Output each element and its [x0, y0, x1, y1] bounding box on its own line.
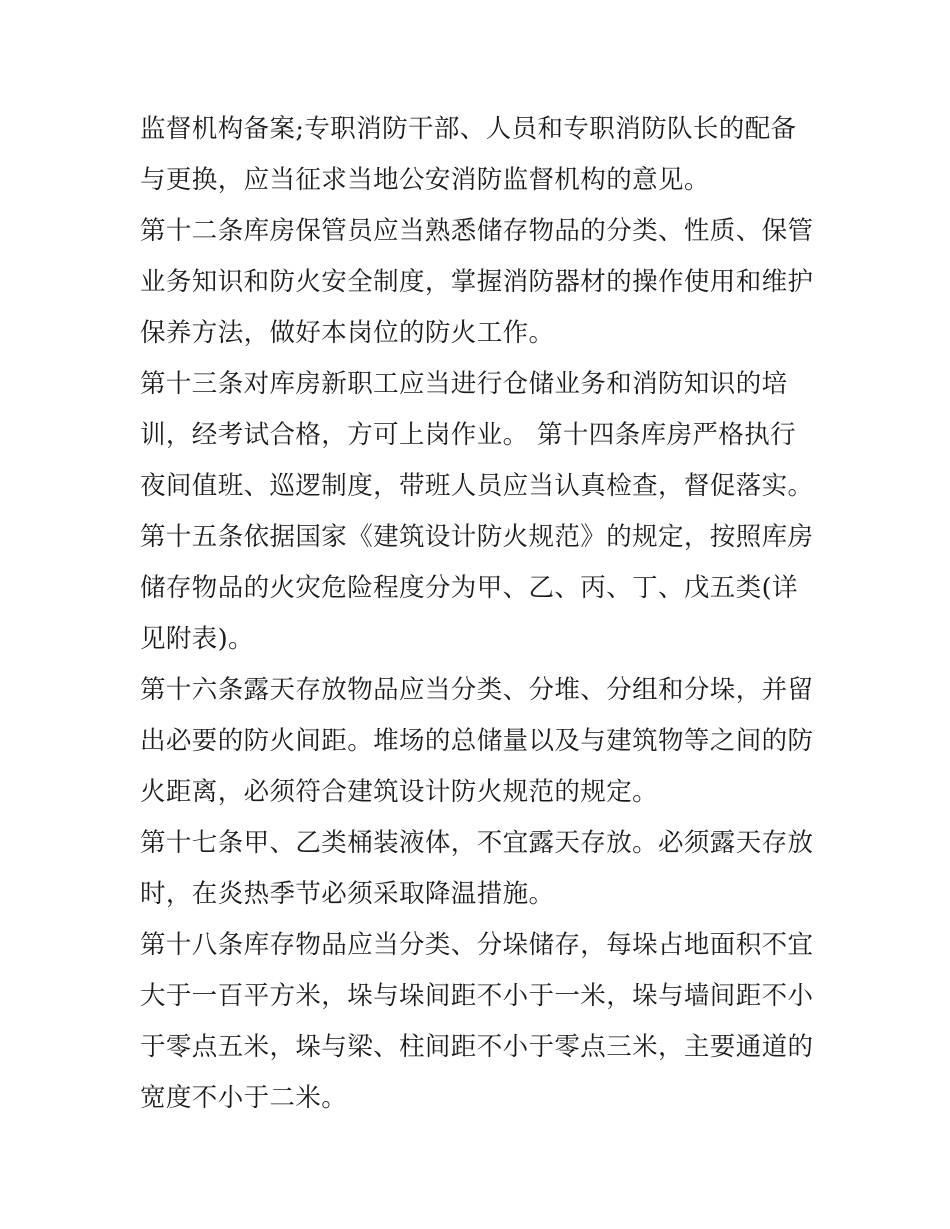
paragraph-article-13-14: 第十三条对库房新职工应当进行仓储业务和消防知识的培训，经考试合格，方可上岗作业。 第十四条库房严格执行夜间值班、巡逻制度，带班人员应当认真检查，督促落实。	[140, 369, 814, 501]
paragraph-article-17: 第十七条甲、乙类桶装液体，不宜露天存放。必须露天存放时，在炎热季节必须采取降温措施。	[140, 828, 814, 909]
paragraph-supervision-filing: 监督机构备案;专职消防干部、人员和专职消防队长的配备与更换，应当征求当地公安消防监督机构的意见。	[140, 114, 797, 195]
paragraph-article-16: 第十六条露天存放物品应当分类、分堆、分组和分垛，并留出必要的防火间距。堆场的总储量以及与建筑物等之间的防火距离，必须符合建筑设计防火规范的规定。	[140, 675, 814, 807]
paragraph-article-18: 第十八条库存物品应当分类、分垛储存，每垛占地面积不宜大于一百平方米，垛与垛间距不小于一米，垛与墙间距不小于零点五米，垛与梁、柱间距不小于零点三米，主要通道的宽度不小于二米。	[140, 930, 814, 1113]
paragraph-article-15: 第十五条依据国家《建筑设计防火规范》的规定，按照库房储存物品的火灾危险程度分为甲、乙、丙、丁、戊五类(详见附表)。	[140, 522, 814, 654]
paragraph-article-12: 第十二条库房保管员应当熟悉储存物品的分类、性质、保管业务知识和防火安全制度，掌握消防器材的操作使用和维护保养方法，做好本岗位的防火工作。	[140, 216, 814, 348]
document-body	[140, 104, 816, 1124]
